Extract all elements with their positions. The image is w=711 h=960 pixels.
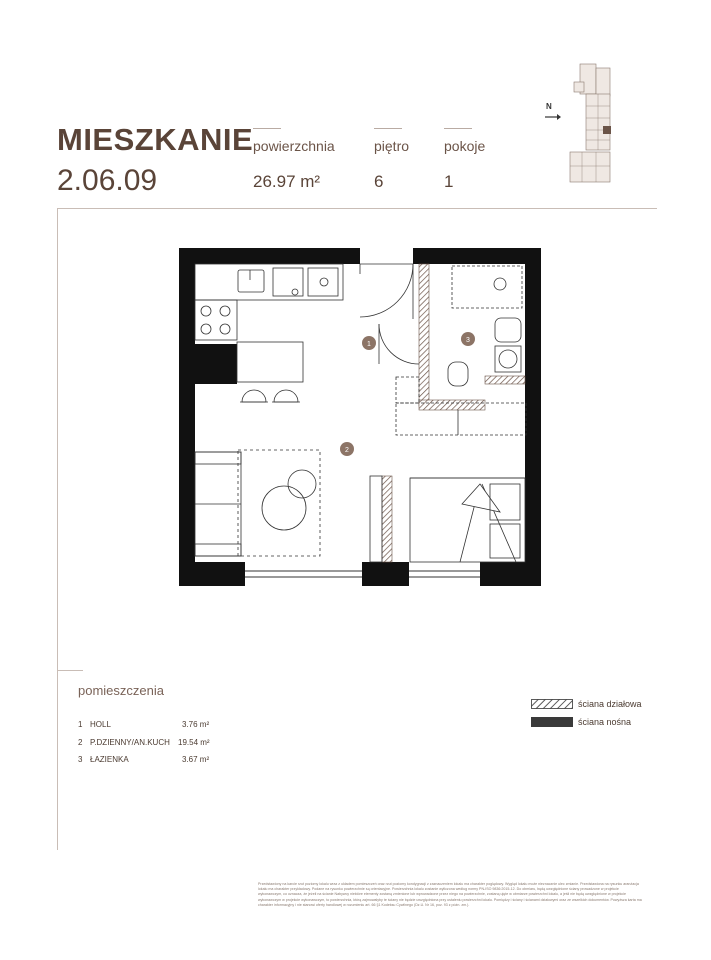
rooms-title: pomieszczenia	[78, 683, 164, 698]
header-divider	[57, 208, 657, 209]
partition-walls	[382, 264, 525, 562]
divider	[374, 128, 402, 129]
floor-value: 6	[374, 172, 384, 191]
disclaimer: Przedstawiony na karcie rzut poziomy lokalu wraz z układem pomieszczeń oraz rzut poziomy kondygnacji z zaznaczeniem lokalu ma charakter poglądowy. Wygląd lokalu może nieznacznie ulec zmianie. Przedstawiona na rysunku aranżacja lokalu ma charakter przykładowy. Podane na rysunku powierzchnie są orientacyjne. Powierzchnia lokalu zostanie wyliczona według normy PN-ISO 9836:2015-12. Do obmiaru, będą uwzględnione ściany prowadzone w projekcie wykonawczym, co oznacza, że jeżeli na ścianie Nabywcy niektóre elementy zostaną zmienione lub wprowadzone przez niego na powierzchnie, zostaną ujęte w obmiarze powierzchni lokalu, a jeśli nie będą uwzględnione w projekcie wykonawczym w projekcie wykonawczym, to powierzchnia, którą zajmowałyby te ściany nie będzie uwzględniona przy ustaleniu powierzchni lokalu. Pomiędzy i ściany i ścianami działowymi oraz ze wszelkich dokumentów. Powyższa karta ma charakter informacyjny i nie stanowi oferty handlowej w rozumieniu art. 66 §1 Kodeksu Cywilnego (Dz.U. Nr 16, poz. 93 z późn. zm.).	[258, 882, 642, 907]
legend-bearing-label: ściana nośna	[578, 717, 632, 727]
rooms-count-value: 1	[444, 172, 454, 191]
divider	[253, 128, 281, 129]
room-name: HOLL	[90, 720, 111, 729]
list-item	[78, 738, 218, 754]
rooms-count-label: pokoje	[444, 138, 486, 154]
page-title: MIESZKANIE	[57, 122, 254, 157]
bearing-walls	[179, 248, 541, 586]
compass-label: N	[546, 102, 552, 111]
key-plan-icon	[568, 62, 618, 186]
room-name: P.DZIENNY/AN.KUCH	[90, 738, 170, 747]
marker-3: 3	[466, 337, 470, 344]
north-arrow-icon	[545, 112, 561, 122]
room-number: 1	[78, 720, 83, 729]
bearing-wall-swatch	[531, 717, 573, 727]
room-area: 3.76 m²	[182, 720, 210, 729]
list-item	[78, 755, 218, 771]
legend-partition-label: ściana działowa	[578, 699, 642, 709]
room-area: 3.67 m²	[182, 755, 210, 764]
list-item	[78, 720, 218, 736]
hatched-wall-swatch	[531, 699, 573, 709]
room-number: 2	[78, 738, 83, 747]
frame-line-left	[57, 208, 58, 850]
frame-tick	[57, 670, 83, 671]
unit-number: 2.06.09	[57, 164, 158, 197]
floor-plan	[170, 244, 550, 598]
divider	[444, 128, 472, 129]
room-markers	[340, 332, 475, 456]
area-value: 26.97 m²	[253, 172, 321, 191]
floor-label: piętro	[374, 138, 410, 154]
room-name: ŁAZIENKA	[90, 755, 129, 764]
room-area: 19.54 m²	[178, 738, 210, 747]
marker-2: 2	[345, 447, 349, 454]
marker-1: 1	[367, 341, 371, 348]
area-label: powierzchnia	[253, 138, 335, 154]
room-number: 3	[78, 755, 83, 764]
